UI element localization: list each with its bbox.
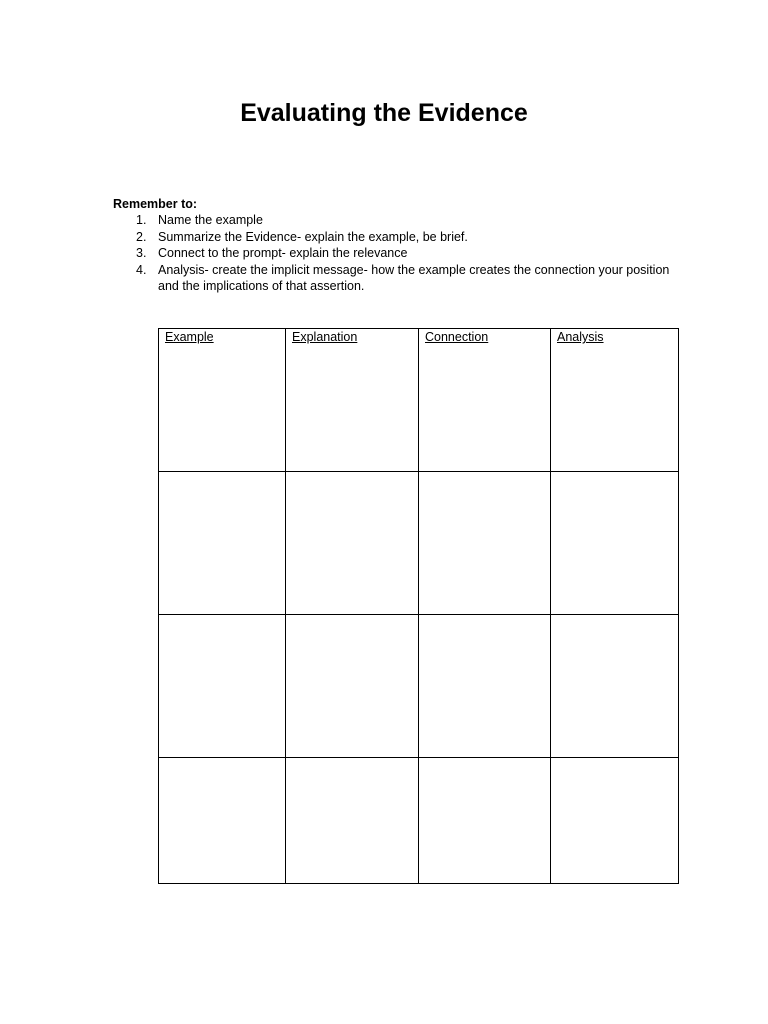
reminder-item-number: 2. bbox=[136, 229, 147, 244]
reminder-item-text: Name the example bbox=[158, 213, 263, 227]
table-cell-explanation[interactable] bbox=[286, 615, 419, 758]
evidence-table bbox=[158, 328, 679, 884]
reminder-item-text: Connect to the prompt- explain the relevance bbox=[158, 246, 408, 261]
table-row bbox=[159, 472, 679, 615]
reminder-list bbox=[136, 212, 681, 295]
reminder-item-text: Summarize the Evidence- explain the example, be brief. bbox=[158, 229, 468, 244]
table-cell-analysis[interactable] bbox=[551, 758, 679, 884]
table-cell-example[interactable] bbox=[159, 472, 286, 615]
reminder-item bbox=[136, 229, 681, 246]
reminder-heading: Remember to: bbox=[113, 197, 198, 211]
reminder-item-number: 3. bbox=[136, 246, 147, 261]
table-cell-explanation[interactable] bbox=[286, 758, 419, 884]
reminder-item-number: 1. bbox=[136, 213, 147, 227]
column-header-label: Example bbox=[165, 330, 214, 344]
table-row bbox=[159, 615, 679, 758]
reminder-item bbox=[136, 245, 681, 262]
column-header-label: Analysis bbox=[557, 330, 604, 344]
reminder-item bbox=[136, 212, 681, 229]
table-cell-connection[interactable] bbox=[419, 615, 551, 758]
table-cell-analysis[interactable] bbox=[551, 472, 679, 615]
page-title: Evaluating the Evidence bbox=[240, 99, 528, 127]
table-row bbox=[159, 758, 679, 884]
table-cell-explanation[interactable] bbox=[286, 472, 419, 615]
column-header-label: Explanation bbox=[292, 330, 358, 344]
reminder-item-number: 4. bbox=[136, 262, 147, 277]
column-header-analysis bbox=[551, 329, 679, 472]
column-header-label: Connection bbox=[425, 330, 489, 344]
table-cell-connection[interactable] bbox=[419, 472, 551, 615]
column-header-connection bbox=[419, 329, 551, 472]
column-header-explanation bbox=[286, 329, 419, 472]
table-cell-analysis[interactable] bbox=[551, 615, 679, 758]
table-cell-connection[interactable] bbox=[419, 758, 551, 884]
table-cell-example[interactable] bbox=[159, 615, 286, 758]
table-cell-example[interactable] bbox=[159, 758, 286, 884]
reminder-item-text: Analysis- create the implicit message- how the example creates the connection your position and the implications of that assertion. bbox=[158, 262, 670, 294]
reminder-item bbox=[136, 262, 681, 295]
column-header-example bbox=[159, 329, 286, 472]
table-row bbox=[159, 329, 679, 472]
